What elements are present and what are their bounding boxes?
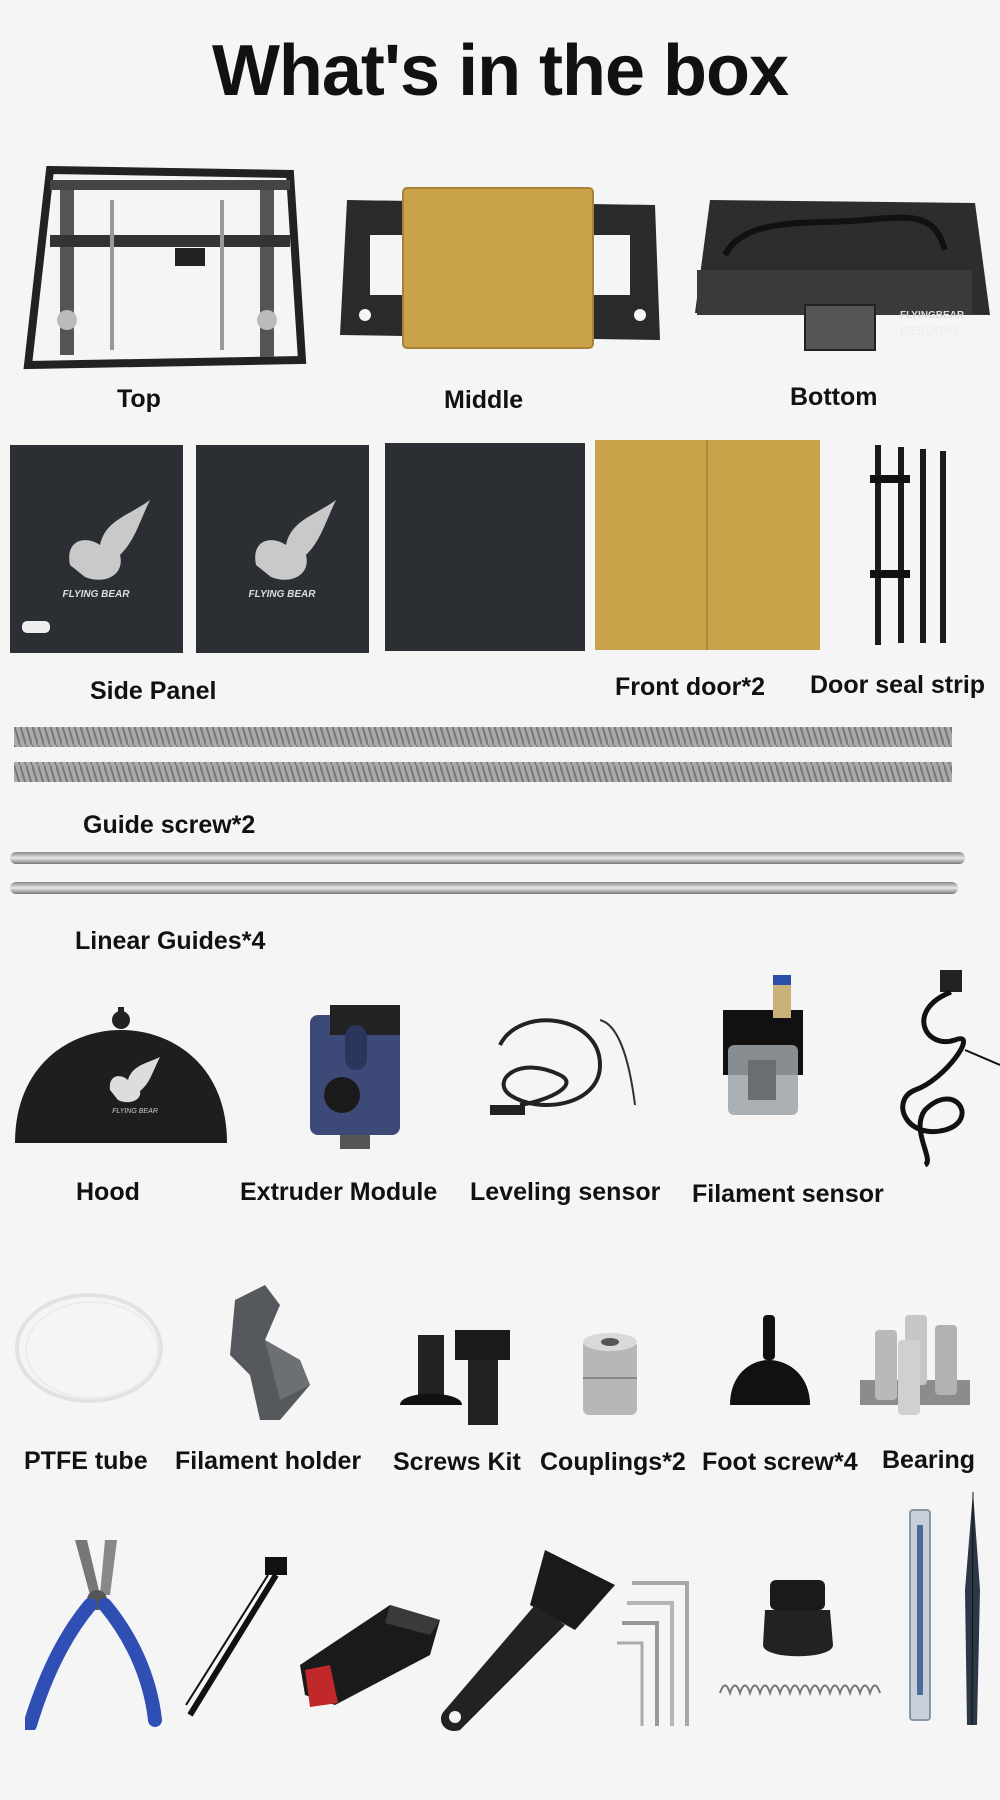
device-model-text: REBORN3 [900,324,959,338]
back-panel-image [385,443,585,651]
cable-tie-image [180,1555,300,1720]
needle-case-image [905,1505,935,1725]
bottom-base-image [685,195,995,355]
label-bearing: Bearing [882,1446,976,1474]
filament-sensor-image [718,975,808,1145]
label-couplings: Couplings*2 [540,1448,686,1476]
label-door-seal-strip: Door seal strip [810,671,986,699]
page-title: What's in the box [211,31,789,111]
ptfe-tube-image [12,1290,167,1410]
extruder-module-image [300,995,410,1150]
couplings-image [580,1330,640,1420]
label-middle: Middle [444,386,524,414]
label-side-panel: Side Panel [90,677,217,705]
top-frame-image [20,160,310,375]
label-bottom: Bottom [790,383,878,411]
label-leveling-sensor: Leveling sensor [470,1178,661,1206]
middle-bed-image [335,185,665,360]
device-brand-text: FLYINGBEAR [900,310,965,321]
label-linear-guides: Linear Guides*4 [75,927,266,955]
label-top: Top [117,385,161,413]
nozzle-tool-image [715,1575,890,1715]
label-foot-screw: Foot screw*4 [702,1448,858,1476]
front-door-image [595,440,820,650]
side-panel-1-image [10,445,183,653]
panel-brand-text-1: FLYING BEAR [62,589,130,600]
guide-screws-image [14,725,952,785]
foot-screw-image [725,1315,815,1415]
leveling-sensor-image [480,1005,640,1135]
scraper-image [435,1545,615,1735]
hex-keys-image [612,1578,697,1728]
bearing-image [860,1310,975,1420]
label-extruder-module: Extruder Module [240,1178,438,1206]
label-ptfe-tube: PTFE tube [24,1447,148,1475]
panel-brand-text-2: FLYING BEAR [248,589,316,600]
hood-image [10,1005,232,1145]
hood-brand-text: FLYING BEAR [112,1108,158,1115]
label-front-door: Front door*2 [615,673,765,701]
filament-holder-image [225,1280,320,1425]
power-cable-image [885,970,1000,1170]
label-hood: Hood [76,1178,140,1206]
linear-guides-image [10,848,965,900]
side-panel-2-image [196,445,369,653]
screws-kit-image [400,1330,515,1430]
label-filament-sensor: Filament sensor [692,1180,884,1208]
label-filament-holder: Filament holder [175,1447,362,1475]
tweezers-image [955,1490,990,1730]
label-guide-screw: Guide screw*2 [83,811,256,839]
door-seal-strip-image [870,445,950,645]
label-screws-kit: Screws Kit [393,1448,521,1476]
pliers-image [25,1535,165,1730]
usb-drive-image [290,1595,445,1710]
